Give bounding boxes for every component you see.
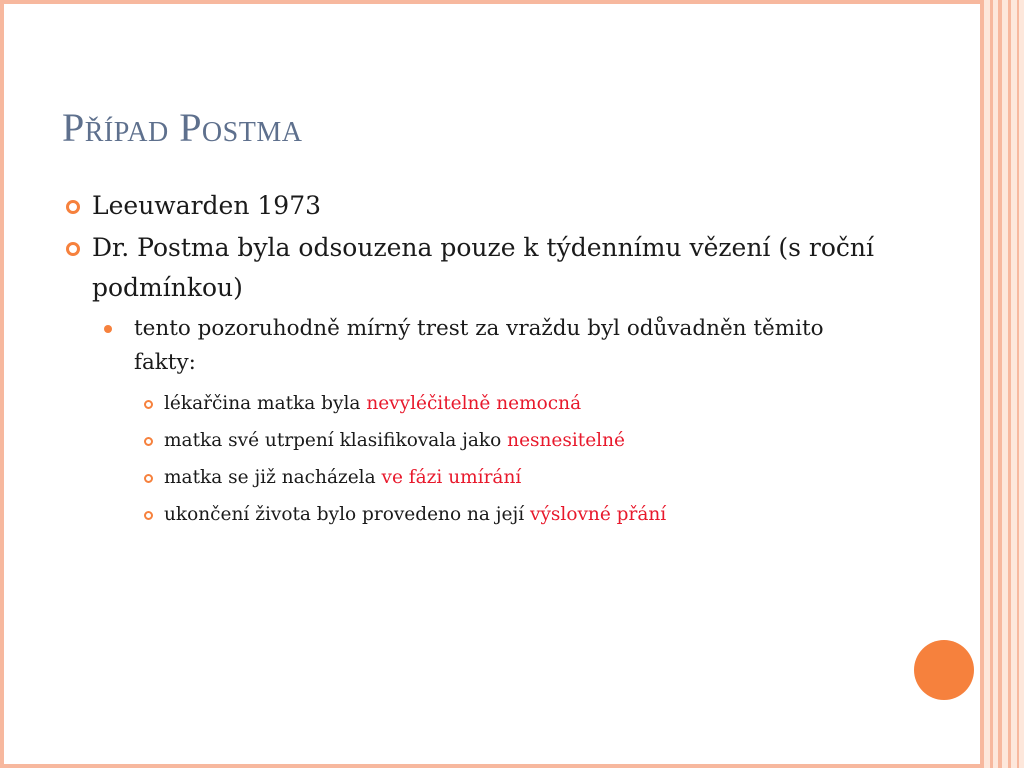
orange-circle-icon (914, 640, 974, 700)
sub-sub-bullet-text: lékařčina matka byla (164, 393, 367, 414)
frame-bottom-border (0, 764, 984, 768)
decorative-stripes (984, 0, 1024, 768)
orange-dot-bullet-icon (104, 325, 112, 333)
sub-sub-bullet-item (62, 428, 882, 454)
orange-ring-bullet-icon (66, 242, 80, 256)
highlighted-text: nevyléčitelně nemocná (366, 393, 582, 414)
small-orange-ring-bullet-icon (144, 437, 153, 446)
sub-sub-bullet-text: ukončení života bylo provedeno na její (164, 504, 531, 525)
orange-ring-bullet-icon (66, 200, 80, 214)
bullet-item (62, 186, 882, 226)
bullet-text: Dr. Postma byla odsouzena pouze k týdennímu vězení (s roční podmínkou) (92, 233, 875, 302)
small-orange-ring-bullet-icon (144, 474, 153, 483)
sub-sub-bullet-text: matka své utrpení klasifikovala jako (164, 430, 508, 451)
stripe (990, 0, 993, 768)
sub-bullet-item (62, 312, 882, 380)
slide-title-text: Případ Postma (62, 105, 303, 150)
bullet-text: Leeuwarden 1973 (92, 191, 322, 220)
stripe (1008, 0, 1011, 768)
sub-sub-bullet-item (62, 465, 882, 491)
highlighted-text: výslovné přání (530, 504, 667, 525)
stripe (1017, 0, 1019, 768)
frame-top-border (0, 0, 984, 4)
highlighted-text: ve fázi umírání (381, 467, 522, 488)
frame-left-border (0, 0, 4, 768)
highlighted-text: nesnesitelné (507, 430, 625, 451)
sub-sub-bullet-item (62, 502, 882, 528)
sub-sub-bullet-item (62, 391, 882, 417)
small-orange-ring-bullet-icon (144, 511, 153, 520)
stripe (998, 0, 1002, 768)
small-orange-ring-bullet-icon (144, 400, 153, 409)
bullet-item (62, 228, 882, 308)
slide-content (62, 186, 882, 528)
slide-title (62, 104, 302, 151)
sub-sub-bullet-text: matka se již nacházela (164, 467, 382, 488)
sub-bullet-text: tento pozoruhodně mírný trest za vraždu byl odůvadněn těmito fakty: (134, 316, 824, 375)
